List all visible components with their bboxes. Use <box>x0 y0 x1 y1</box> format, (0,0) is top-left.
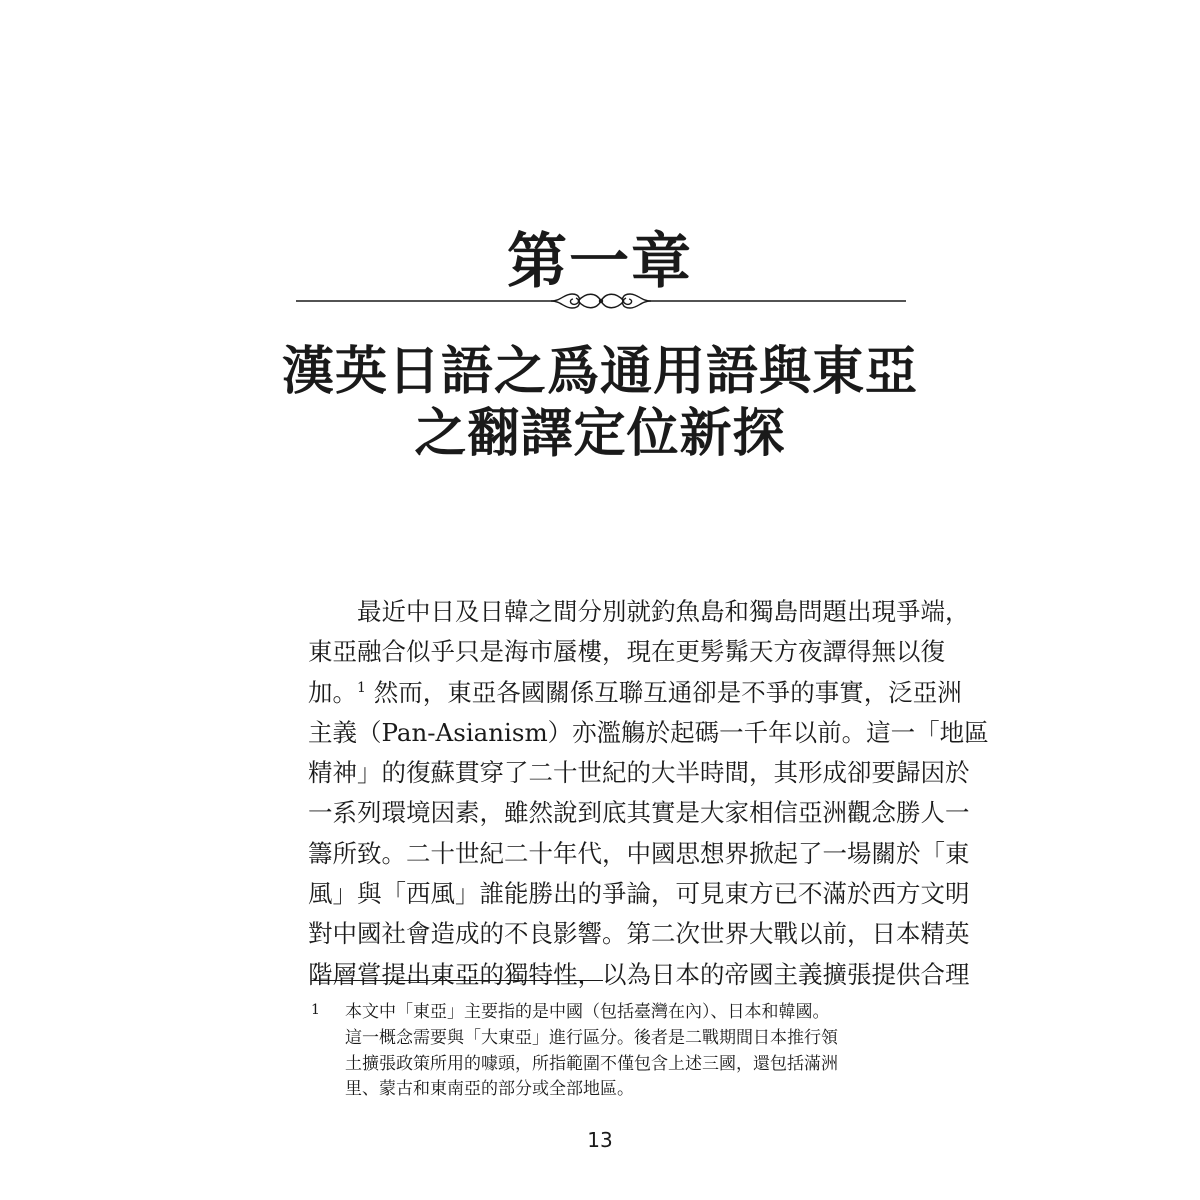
body-line: 東亞融合似乎只是海市蜃樓，現在更髣髴天方夜譚得無以復 <box>308 637 945 667</box>
body-line: 精神」的復蘇貫穿了二十世紀的大半時間，其形成卻要歸因於 <box>308 758 970 788</box>
footnote-line: 土擴張政策所用的噱頭，所指範圍不僅包含上述三國，還包括滿洲 <box>345 1053 838 1074</box>
body-line: 對中國社會造成的不良影響。第二次世界大戰以前，日本精英 <box>308 919 970 949</box>
footnote-marker: 1 <box>311 1002 320 1018</box>
body-line: 階層嘗提出東亞的獨特性，以為日本的帝國主義擴張提供合理 <box>308 959 970 989</box>
body-line-segment: 然而，東亞各國關係互聯互通卻是不爭的事實，泛亞洲 <box>373 677 962 707</box>
chapter-title-line-1: 漢英日語之爲通用語與東亞 <box>281 341 918 402</box>
footnote-line: 里、蒙古和東南亞的部分或全部地區。 <box>345 1079 634 1100</box>
body-line: 籌所致。二十世紀二十年代，中國思想界掀起了一場關於「東 <box>308 838 970 868</box>
body-line-segment: 加。 <box>308 677 357 707</box>
footnote <box>311 1000 907 1103</box>
footnote-separator <box>311 980 603 981</box>
ornament-divider <box>296 284 906 318</box>
body-line <box>308 673 962 713</box>
body-line: 風」與「西風」誰能勝出的爭論，可見東方已不滿於西方文明 <box>308 879 970 909</box>
chapter-title-line-2: 之翻譯定位新探 <box>414 403 786 464</box>
chapter-label: 第一章 <box>507 227 693 297</box>
page-number: 13 <box>587 1128 613 1152</box>
footnote-text <box>345 1000 907 1103</box>
footnote-line: 本文中「東亞」主要指的是中國（包括臺灣在內）、日本和韓國。 <box>345 1002 830 1022</box>
footnote-line: 這一概念需要與「大東亞」進行區分。後者是二戰期間日本推行領 <box>345 1027 838 1048</box>
body-line: 一系列環境因素，雖然說到底其實是大家相信亞洲觀念勝人一 <box>308 798 970 828</box>
body-paragraph <box>308 592 989 995</box>
footnote-reference[interactable]: 1 <box>357 679 366 696</box>
body-line: 主義（Pan-Asianism）亦濫觴於起碼一千年以前。這一「地區 <box>308 717 989 747</box>
body-line: 最近中日及日韓之間分別就釣魚島和獨島問題出現爭端， <box>357 597 970 626</box>
